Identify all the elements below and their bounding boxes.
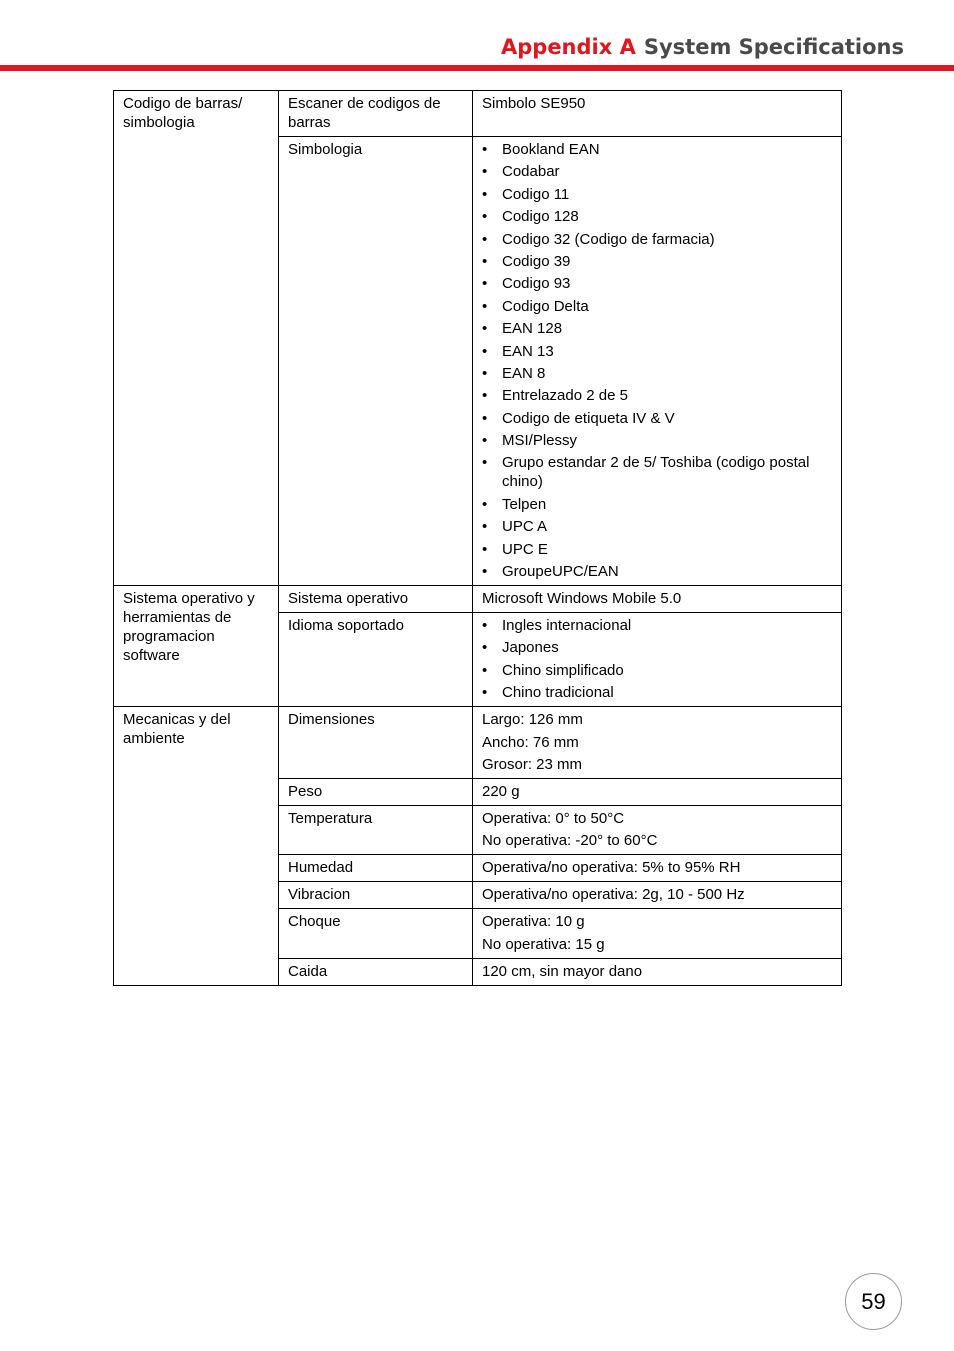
spec-label-cell: Humedad: [279, 855, 473, 882]
list-item: • Bookland EAN: [482, 140, 832, 159]
table-row: [114, 91, 842, 137]
spec-value-cell: [473, 909, 842, 958]
appendix-label: Appendix A: [501, 35, 636, 59]
group-title-cell: Codigo de barras/ simbologia: [114, 91, 279, 586]
spec-label-cell: Peso: [279, 778, 473, 805]
list-item: • MSI/Plessy: [482, 431, 832, 450]
spec-value-cell: 220 g: [473, 778, 842, 805]
list-item: • Codigo 11: [482, 185, 832, 204]
page-number: 59: [845, 1273, 902, 1330]
specifications-table: [113, 90, 842, 986]
spec-label-cell: Temperatura: [279, 805, 473, 854]
group-title-cell: Mecanicas y del ambiente: [114, 707, 279, 986]
list-item: • Ingles internacional: [482, 616, 832, 635]
value-line: Grosor: 23 mm: [482, 755, 583, 773]
spec-value-cell: Microsoft Windows Mobile 5.0: [473, 586, 842, 613]
spec-label-cell: Sistema operativo: [279, 586, 473, 613]
list-item: • EAN 13: [482, 342, 832, 361]
spec-value-cell: [473, 137, 842, 586]
table-row: [114, 707, 842, 779]
table-row: [114, 586, 842, 613]
spec-value-cell: Simbolo SE950: [473, 91, 842, 137]
list-item: • Codigo 93: [482, 274, 832, 293]
page-header-title: [501, 33, 904, 61]
list-item: • Chino simplificado: [482, 661, 832, 680]
list-item: • Codigo Delta: [482, 297, 832, 316]
section-title: System Specifications: [643, 35, 904, 59]
list-item: • Telpen: [482, 495, 832, 514]
list-item: • Codigo de etiqueta IV & V: [482, 409, 832, 428]
list-item: • EAN 128: [482, 319, 832, 338]
list-item: • Entrelazado 2 de 5: [482, 386, 832, 405]
symbology-list: [482, 140, 832, 581]
value-line: Ancho: 76 mm: [482, 733, 579, 751]
spec-label-cell: Choque: [279, 909, 473, 958]
list-item: • EAN 8: [482, 364, 832, 383]
value-line: Operativa: 10 g: [482, 913, 585, 931]
list-item: • Grupo estandar 2 de 5/ Toshiba (codigo postal chino): [482, 453, 832, 491]
list-item: • Codigo 39: [482, 252, 832, 271]
language-list: [482, 616, 832, 702]
spec-label-cell: Idioma soportado: [279, 613, 473, 707]
spec-value-cell: [473, 613, 842, 707]
spec-label-cell: Dimensiones: [279, 707, 473, 779]
value-line: Largo: 126 mm: [482, 711, 583, 729]
spec-value-cell: 120 cm, sin mayor dano: [473, 958, 842, 985]
value-line: No operativa: 15 g: [482, 935, 605, 953]
list-item: • Japones: [482, 638, 832, 657]
spec-label-cell: Caida: [279, 958, 473, 985]
spec-label-cell: Simbologia: [279, 137, 473, 586]
spec-value-cell: [473, 707, 842, 779]
list-item: • Codigo 128: [482, 207, 832, 226]
list-item: • UPC A: [482, 517, 832, 536]
list-item: • Codabar: [482, 162, 832, 181]
list-item: • Chino tradicional: [482, 683, 832, 702]
spec-value-cell: Operativa/no operativa: 5% to 95% RH: [473, 855, 842, 882]
group-title-cell: Sistema operativo y herramientas de programacion software: [114, 586, 279, 707]
spec-label-cell: Escaner de codigos de barras: [279, 91, 473, 137]
spec-value-cell: [473, 805, 842, 854]
header-divider: [0, 65, 954, 71]
value-line: No operativa: -20° to 60°C: [482, 832, 658, 850]
spec-label-cell: Vibracion: [279, 882, 473, 909]
list-item: • UPC E: [482, 540, 832, 559]
spec-value-cell: Operativa/no operativa: 2g, 10 - 500 Hz: [473, 882, 842, 909]
list-item: • Codigo 32 (Codigo de farmacia): [482, 230, 832, 249]
list-item: • GroupeUPC/EAN: [482, 562, 832, 581]
value-line: Operativa: 0° to 50°C: [482, 809, 625, 827]
